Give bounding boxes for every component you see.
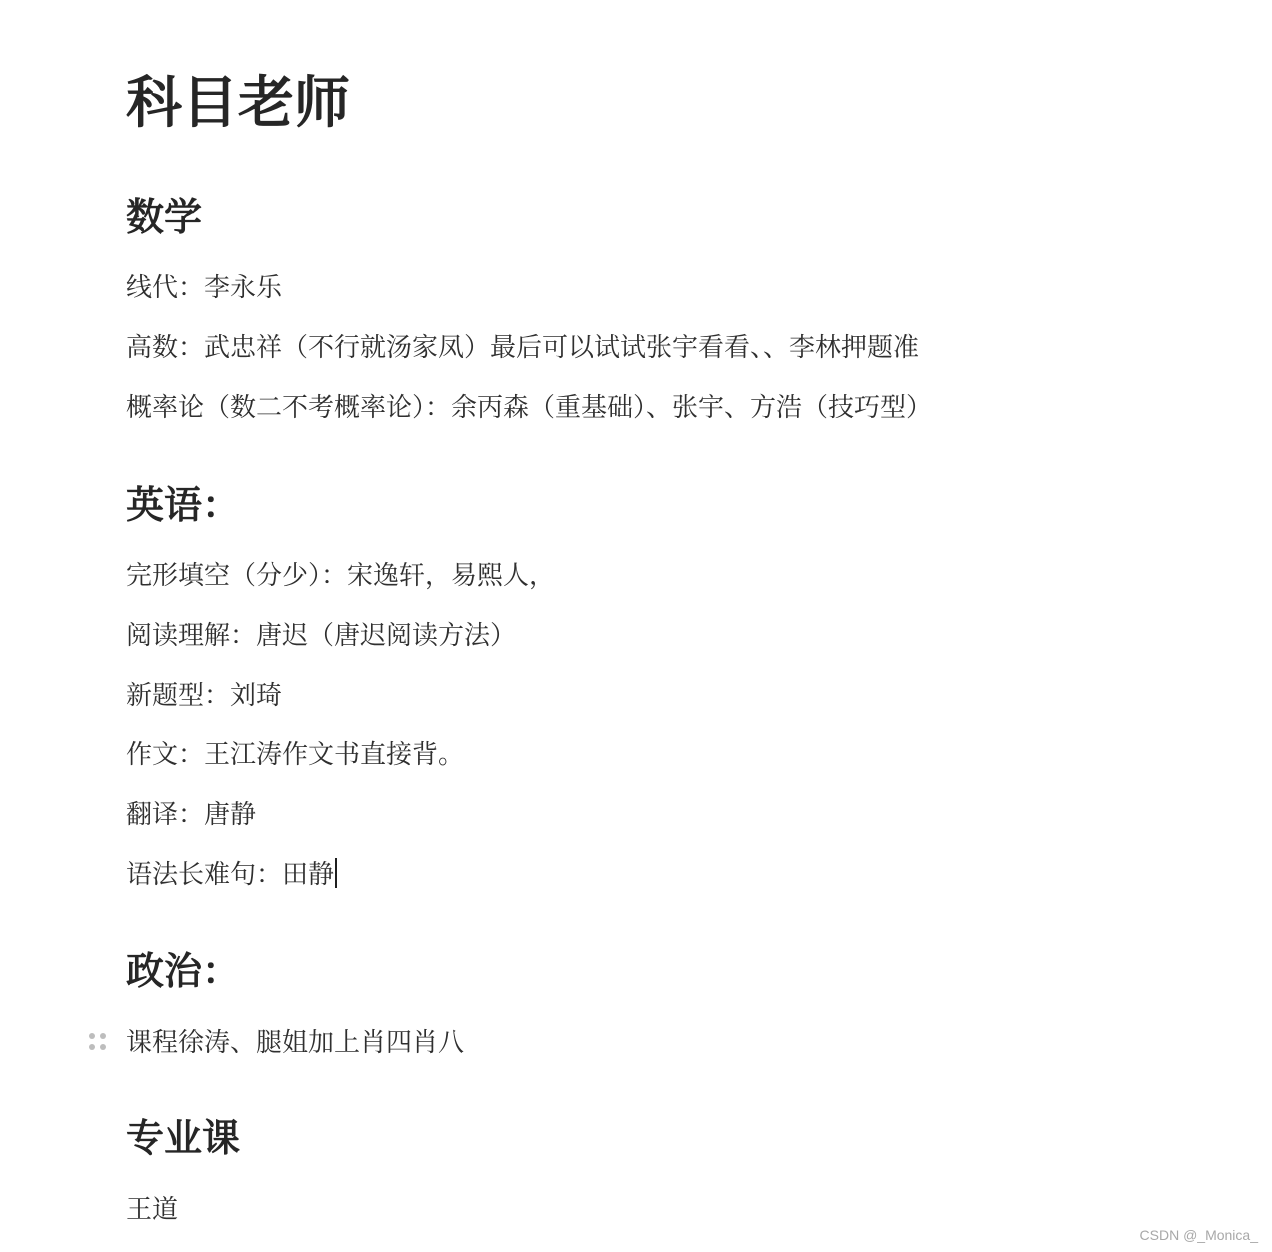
section-heading-major-course[interactable]: 专业课 bbox=[126, 1116, 241, 1160]
paragraph-english-cloze[interactable]: 完形填空（分少）：宋逸轩，易熙人， bbox=[126, 561, 556, 591]
section-heading-politics[interactable]: 政治： bbox=[126, 949, 241, 993]
paragraph-politics-courses[interactable]: 课程徐涛、腿姐加上肖四肖八 bbox=[126, 1028, 465, 1058]
page-title[interactable]: 科目老师 bbox=[126, 71, 350, 136]
paragraph-english-grammar-text: 语法长难句：田静 bbox=[126, 860, 335, 890]
paragraph-english-writing[interactable]: 作文：王江涛作文书直接背。 bbox=[126, 740, 465, 770]
watermark: CSDN @_Monica_ bbox=[1139, 1227, 1258, 1243]
paragraph-math-calculus[interactable]: 高数：武忠祥（不行就汤家凤）最后可以试试张宇看看、、李林押题准 bbox=[126, 333, 920, 363]
paragraph-english-translation[interactable]: 翻译：唐静 bbox=[126, 800, 257, 830]
section-heading-math[interactable]: 数学 bbox=[126, 195, 203, 239]
paragraph-math-probability[interactable]: 概率论（数二不考概率论）：余丙森（重基础）、张宇、方浩（技巧型） bbox=[126, 393, 933, 423]
paragraph-english-grammar[interactable] bbox=[126, 857, 337, 893]
paragraph-english-new-question-type[interactable]: 新题型：刘琦 bbox=[126, 681, 283, 711]
text-cursor bbox=[335, 858, 337, 888]
paragraph-english-reading[interactable]: 阅读理解：唐迟（唐迟阅读方法） bbox=[126, 621, 517, 651]
paragraph-math-linear-algebra[interactable]: 线代：李永乐 bbox=[126, 273, 283, 303]
paragraph-major-course[interactable]: 王道 bbox=[126, 1195, 179, 1225]
drag-handle-icon[interactable] bbox=[88, 1031, 110, 1053]
section-heading-english[interactable]: 英语： bbox=[126, 483, 241, 527]
